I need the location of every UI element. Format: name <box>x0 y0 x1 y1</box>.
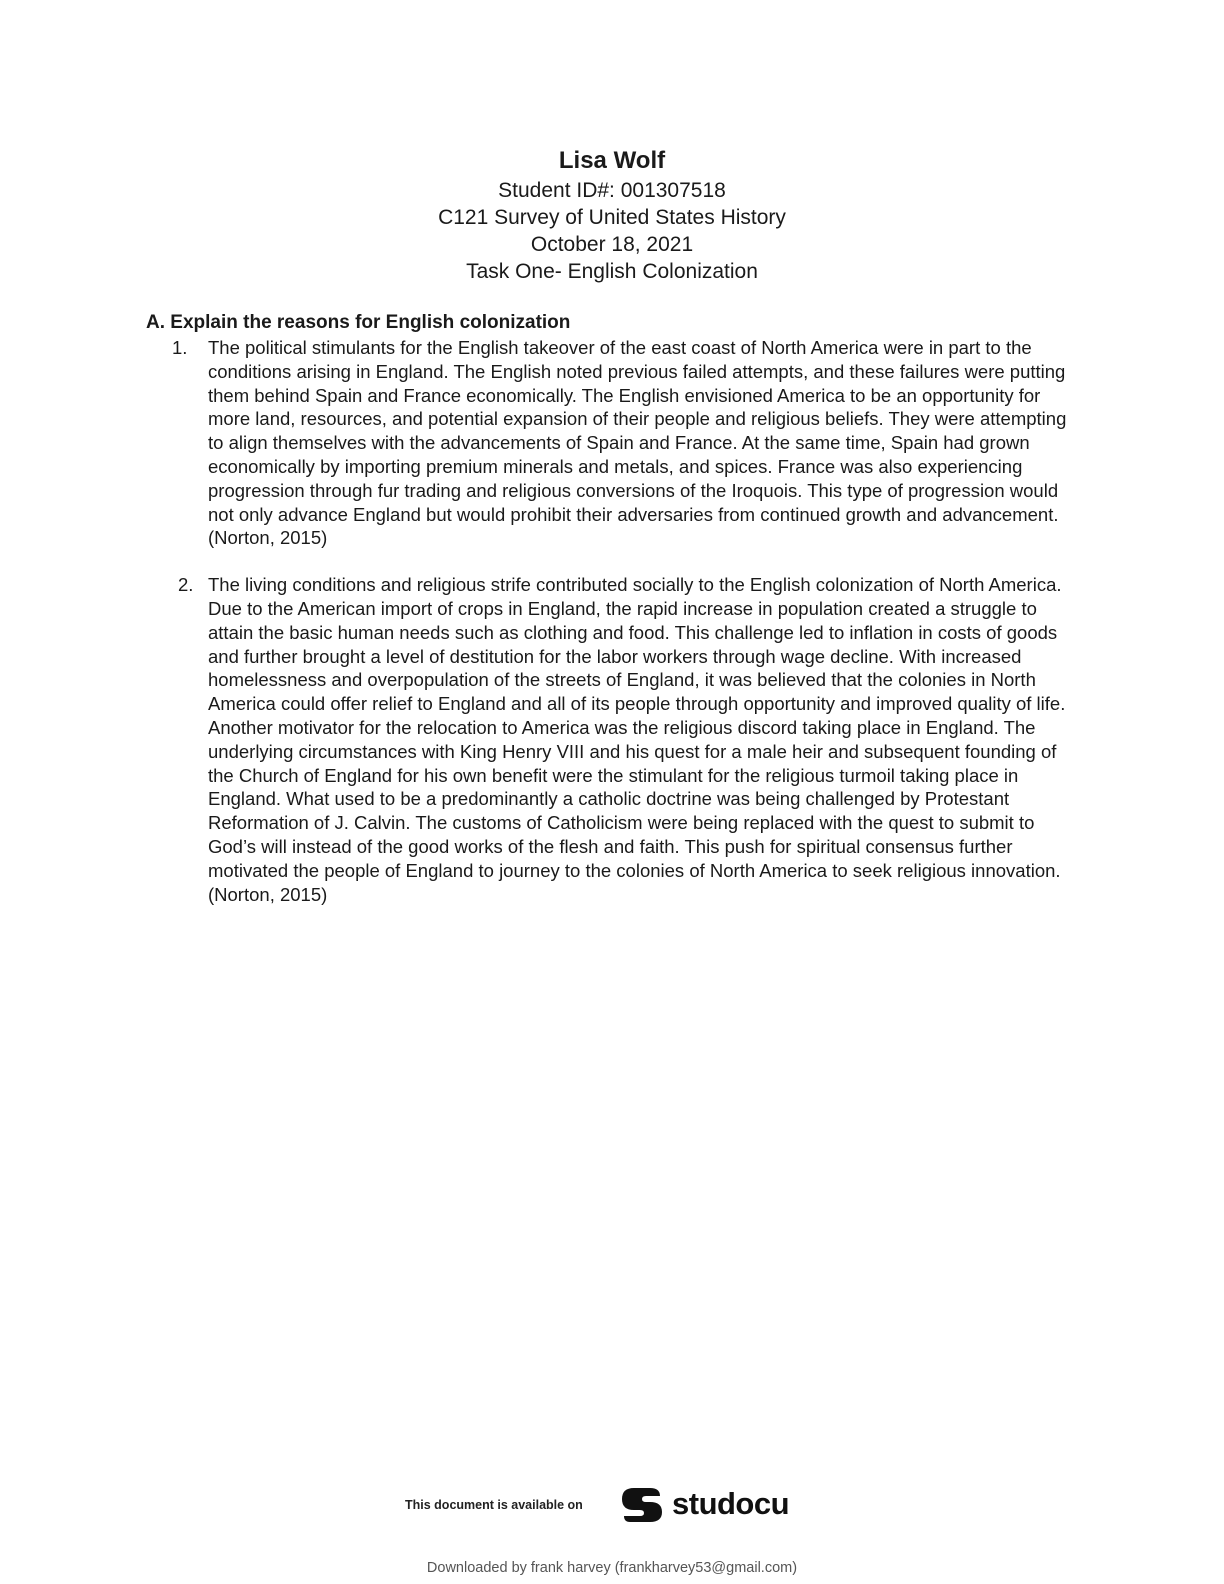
list-item-text: The living conditions and religious strife contributed socially to the English colonization of North America. Due to the American import of crops in England, the rapid increase in population created a struggle to attain the basic human needs such as clothing and food. This challenge led to inflation in costs of goods and further brought a level of destitution for the labor workers through wage decline. With increased homelessness and overpopulation of the streets of England, it was believed that the colonies in North America could offer relief to England and all of its people through opportunity and improved quality of life. Another motivator for the relocation to America was the religious discord taking place in England. The underlying circumstances with King Henry VIII and his quest for a male heir and subsequent founding of the Church of England for his own benefit were the stimulant for the religious turmoil taking place in England. What used to be a predominantly a catholic doctrine was being challenged by Protestant Reformation of J. Calvin. The customs of Catholicism were being replaced with the quest to submit to God’s will instead of the good works of the flesh and faith. This push for spiritual consensus further motivated the people of England to journey to the colonies of North America to seek religious innovation. (Norton, 2015) <box>208 574 1066 905</box>
availability-text: This document is available on <box>405 1498 583 1512</box>
section-heading: A. Explain the reasons for English colonization <box>146 312 571 333</box>
studocu-footer <box>0 1478 1224 1584</box>
studocu-brand-name: studocu <box>672 1486 790 1521</box>
list-item <box>146 336 1076 550</box>
download-notice: Downloaded by frank harvey (frankharvey53@gmail.com) <box>426 1560 798 1576</box>
studocu-logo[interactable] <box>620 1484 789 1524</box>
student-id: Student ID#: 001307518 <box>498 179 726 202</box>
list-item-text: The political stimulants for the English takeover of the east coast of North America were in part to the conditions arising in England. The English noted previous failed attempts, and these failures were putting them behind Spain and France economically. The English envisioned America to be an opportunity for more land, resources, and potential expansion of their people and religious beliefs. They were attempting to align themselves with the advancements of Spain and France. At the same time, Spain had grown economically by importing premium minerals and metals, and spices. France was also experiencing progression through fur trading and religious conversions of the Iroquois. This type of progression would not only advance England but would prohibit their adversaries from continued growth and advancement. (Norton, 2015) <box>208 337 1067 549</box>
task-title: Task One- English Colonization <box>466 260 758 283</box>
section-a <box>146 310 1076 906</box>
list-item-number: 1. <box>172 337 188 358</box>
document-header <box>0 145 1224 285</box>
course-title: C121 Survey of United States History <box>438 206 786 229</box>
studocu-logo-icon <box>620 1484 664 1524</box>
document-date: October 18, 2021 <box>530 233 694 256</box>
list-item-number: 2. <box>178 574 194 596</box>
author-name: Lisa Wolf <box>558 147 666 174</box>
list-item <box>146 573 1076 906</box>
